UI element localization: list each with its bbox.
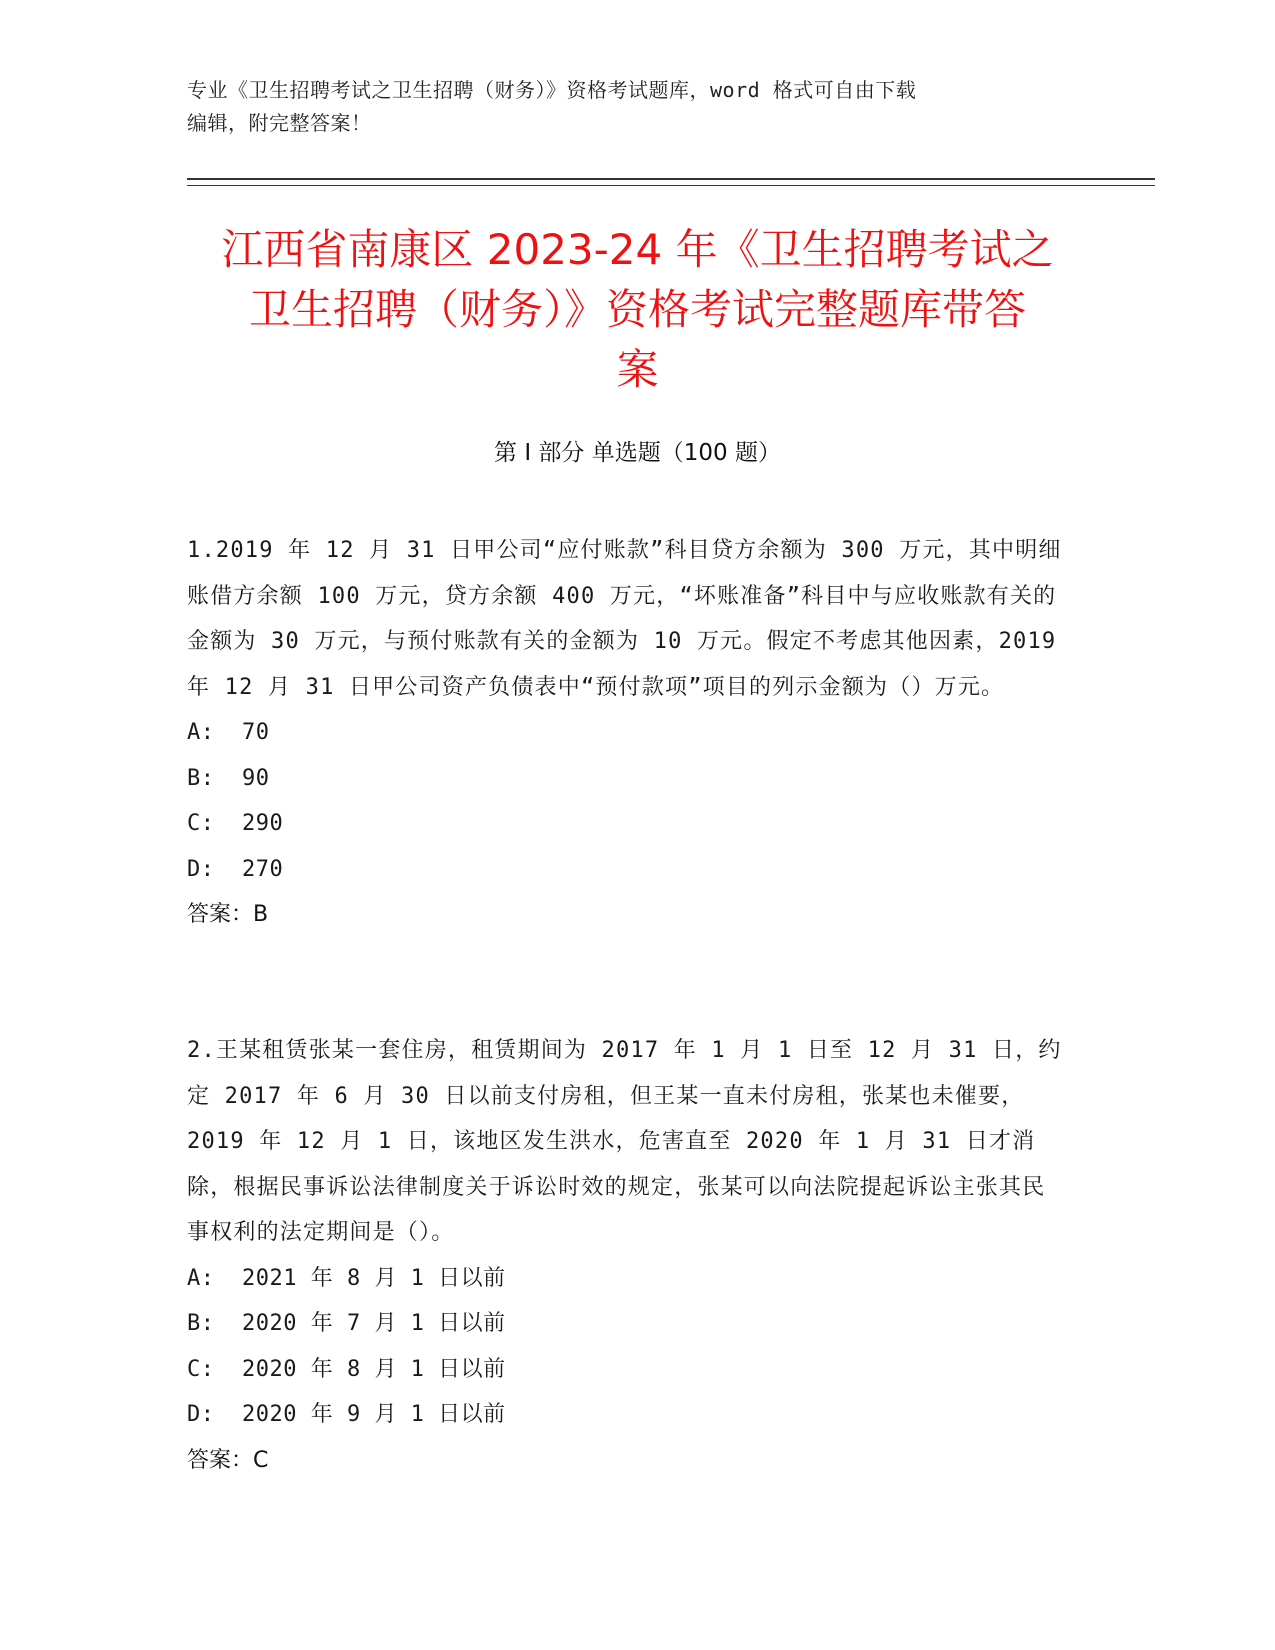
option-d: D: 270: [187, 856, 284, 882]
option-a: A: 70: [187, 720, 270, 745]
question-2: [187, 1028, 1067, 1483]
question-stem: 2.王某租赁张某一套住房，租赁期间为 2017 年 1 月 1 日至 12 月 31 日，约定 2017 年 6 月 30 日以前支付房租，但王某一直未付房租，张某也未催要，2019 年 12 月 1 日，该地区发生洪水，危害直至 2020 年 1 月 31 日才消除，根据民事诉讼法律制度关于诉讼时效的规定，张某可以向法院提起诉讼主张其民事权利的法定期间是（）。: [187, 1038, 1062, 1245]
document-title-line-3: 案: [616, 345, 659, 394]
document-title-line-1: 江西省南康区 2023-24 年《卫生招聘考试之: [221, 225, 1054, 274]
header-note-line-1: 专业《卫生招聘考试之卫生招聘（财务）》资格考试题库，word 格式可自由下载: [187, 78, 917, 102]
header-rule-thin: [187, 185, 1155, 186]
header-note-line-2: 编辑，附完整答案！: [187, 111, 372, 135]
document-title: [160, 220, 1115, 400]
question-1: [187, 528, 1067, 938]
option-c: C: 2020 年 8 月 1 日以前: [187, 1356, 506, 1382]
answer: 答案：B: [187, 902, 269, 927]
document-title-line-2: 卫生招聘（财务）》资格考试完整题库带答: [248, 285, 1026, 334]
section-heading: 第 I 部分 单选题（100 题）: [494, 440, 781, 466]
question-stem: 1.2019 年 12 月 31 日甲公司“应付账款”科目贷方余额为 300 万元，其中明细账借方余额 100 万元，贷方余额 400 万元，“坏账准备”科目中与应收账款有关的金额为 30 万元，与预付账款有关的金额为 10 万元。假定不考虑其他因素，2019 年 12 月 31 日甲公司资产负债表中“预付款项”项目的列示金额为（）万元。: [187, 538, 1062, 700]
option-c: C: 290: [187, 811, 284, 836]
option-b: B: 90: [187, 765, 270, 791]
option-b: B: 2020 年 7 月 1 日以前: [187, 1311, 506, 1336]
option-a: A: 2021 年 8 月 1 日以前: [187, 1265, 506, 1291]
header-note: [187, 74, 1067, 140]
option-d: D: 2020 年 9 月 1 日以前: [187, 1402, 506, 1427]
header-rule-thick: [187, 178, 1155, 180]
answer: 答案：C: [187, 1447, 269, 1473]
